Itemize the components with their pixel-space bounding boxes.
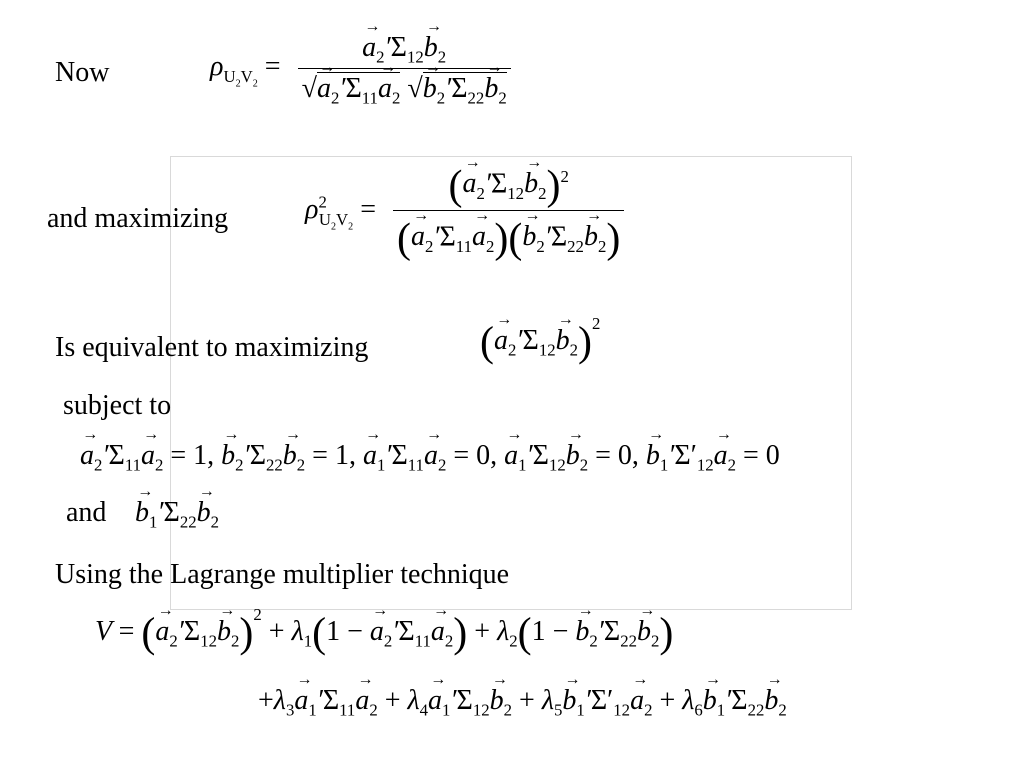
rho-squared-equation: $\rho^2_{U_2V_2}$ = $\frac{(\to a_2'\Sigma_{12}\to b_2)^2}{(\to a_2'\Sigma_{11}\to a_2)(\to b_2'\Sigma_{22}\to b_2)}$ xyxy=(305,162,624,263)
target-expression: (→ $a_2'\Sigma_{12}\to b_2)^2$ xyxy=(480,314,600,367)
label-and: and xyxy=(66,497,107,528)
label-now: Now xyxy=(55,57,110,88)
label-lagrange: Using the Lagrange multiplier technique xyxy=(55,559,510,590)
lagrangian-line-2: $+\lambda_3\to a_1'\Sigma_{11}\to a_2 + \lambda_4\to a_1'\Sigma_{12}\to b_2 + \lambda_5\to b_1'\Sigma'_{12}\to a_2 + \lambda_6\to b_1'\Sigma_{22}\to b_2$ xyxy=(258,685,787,721)
label-subject-to: subject to xyxy=(63,390,172,421)
label-equivalent: Is equivalent to maximizing xyxy=(55,332,369,363)
label-and-maximizing: and maximizing xyxy=(47,203,229,234)
additional-constraint: → $b_1'\Sigma_{22}\to b_2$ xyxy=(135,497,219,533)
lagrangian-line-1: V = (→ $a_2'\Sigma_{12}\to b_2)^2 + \lambda_1(1$ − → $a_2'\Sigma_{11}\to a_2) + \lambda_2(1$ − → $b_2'\Sigma_{22}\to b_2$) xyxy=(95,605,673,658)
constraints-line: → $a_2'\Sigma_{11}\to a_2 = 1$, → $b_2'\Sigma_{22}\to b_2 = 1$, → $a_1'\Sigma_{11}\to a_2 = 0$, → $a_1'\Sigma_{12}\to b_2 = 0$, → $b_1'\Sigma'_{12}\to a_2 = 0$ xyxy=(80,440,780,476)
rho-equation: $\rho_{U_2V_2}$ = → $\frac{a_2'\Sigma_{12}\to b_2}{√\to a_2'\Sigma_{11}\to a_2 √\to b_2'\Sigma_{22}\to b_2}$ xyxy=(210,32,511,108)
